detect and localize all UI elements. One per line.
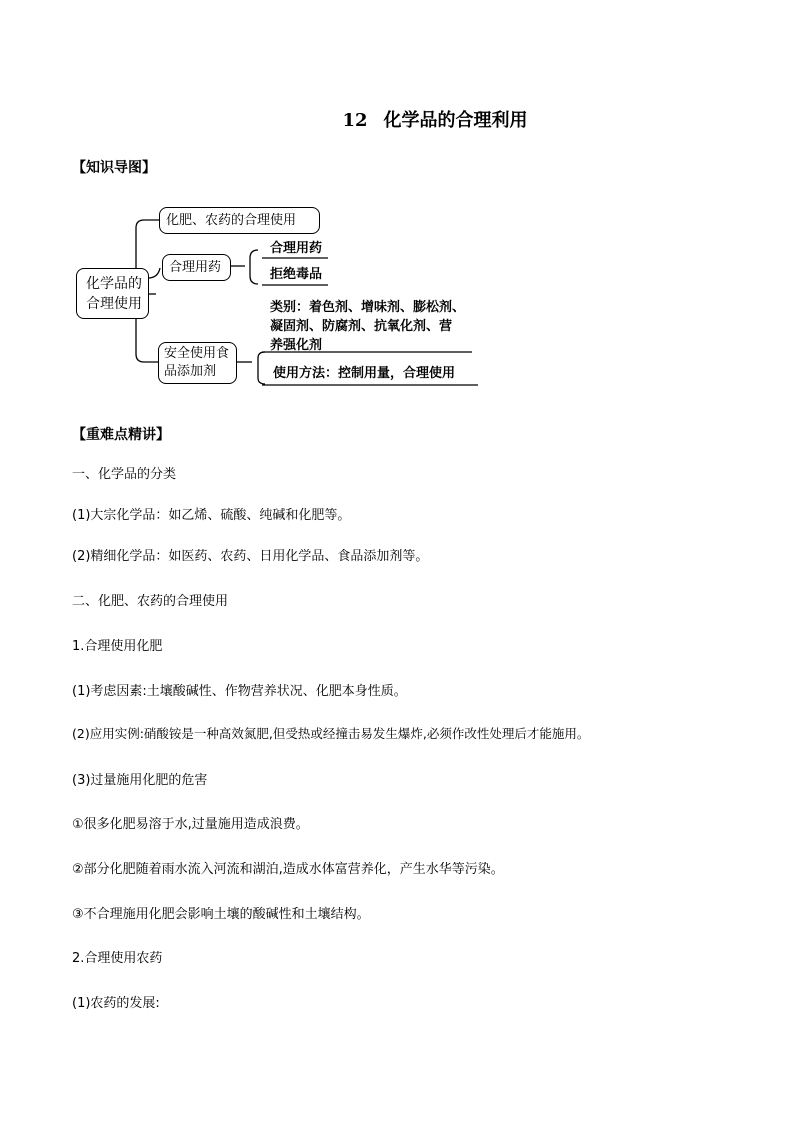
- leaf-additive-categories: [270, 298, 465, 355]
- branch-fertilizer-label: 化肥、农药的合理使用: [166, 213, 297, 228]
- mindmap-root-node: [76, 268, 149, 319]
- categories-line-2: 凝固剂、防腐剂、抗氧化剂、营: [270, 319, 453, 334]
- paragraph: 2.合理使用农药: [72, 951, 163, 966]
- paragraph: (1)考虑因素:土壤酸碱性、作物营养状况、化肥本身性质。: [72, 684, 407, 699]
- paragraph: ②部分化肥随着雨水流入河流和湖泊,造成水体富营养化，产生水华等污染。: [72, 862, 504, 877]
- mindmap-branch-additives: [158, 342, 237, 384]
- paragraph: ①很多化肥易溶于水,过量施用造成浪费。: [72, 817, 309, 832]
- mind-map: [0, 0, 794, 400]
- paragraph: ③不合理施用化肥会影响土壤的酸碱性和土壤结构。: [72, 907, 370, 922]
- mindmap-heading: 【知识导图】: [72, 160, 156, 176]
- leaf-usage-method: 使用方法：控制用量，合理使用: [273, 366, 456, 381]
- leaf-rational-medicine: 合理用药: [270, 241, 323, 256]
- leaf-refuse-drugs: 拒绝毒品: [270, 267, 323, 282]
- title-number: 12: [342, 110, 368, 131]
- key-points-heading: 【重难点精讲】: [72, 427, 170, 443]
- paragraph: (3)过量施用化肥的危害: [72, 773, 208, 788]
- branch-additives-line-1: 安全使用食: [164, 346, 230, 361]
- paragraph: (2)精细化学品：如医药、农药、日用化学品、食品添加剂等。: [72, 549, 429, 564]
- categories-line-3: 养强化剂: [270, 338, 323, 353]
- paragraph: (1)大宗化学品：如乙烯、硫酸、纯碱和化肥等。: [72, 508, 351, 523]
- paragraph: 二、化肥、农药的合理使用: [72, 594, 229, 609]
- categories-line-1: 类别：着色剂、增味剂、膨松剂、: [270, 300, 466, 315]
- paragraph: (2)应用实例:硝酸铵是一种高效氮肥,但受热或经撞击易发生爆炸,必须作改性处理后才能施用。: [72, 726, 590, 741]
- paragraph: (1)农药的发展:: [72, 996, 160, 1011]
- paragraph: 一、化学品的分类: [72, 467, 177, 482]
- title-text: 化学品的合理利用: [383, 110, 528, 131]
- paragraph: 1.合理使用化肥: [72, 639, 163, 654]
- root-line-1: 化学品的: [86, 276, 142, 292]
- branch-medicine-label: 合理用药: [169, 260, 222, 275]
- mindmap-branch-fertilizer: [159, 207, 320, 234]
- page-title: [38, 106, 794, 132]
- mind-map-connectors: [0, 0, 794, 400]
- root-line-2: 合理使用: [86, 296, 142, 312]
- mindmap-branch-medicine: [162, 254, 231, 281]
- branch-additives-line-2: 品添加剂: [164, 364, 217, 379]
